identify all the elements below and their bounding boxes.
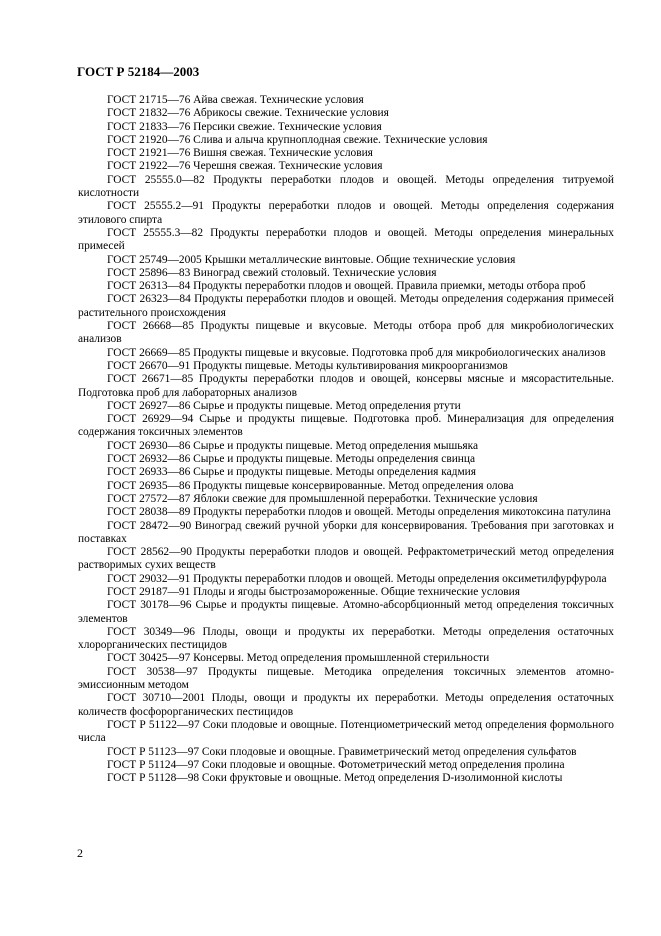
reference-item: ГОСТ 26933—86 Сырье и продукты пищевые. Методы определения кадмия — [107, 466, 477, 479]
reference-item: ГОСТ 25555.0—82 Продукты переработки плодов и овощей. Методы определения титруемой кислотности — [78, 173, 614, 200]
reference-item: ГОСТ 26670—91 Продукты пищевые. Методы культивирования микроорганизмов — [107, 359, 508, 372]
reference-item: ГОСТ 29187—91 Плоды и ягоды быстрозамороженные. Общие технические условия — [107, 585, 520, 598]
reference-item: ГОСТ 21715—76 Айва свежая. Технические условия — [107, 94, 364, 106]
reference-item: ГОСТ 21832—76 Абрикосы свежие. Технические условия — [107, 107, 389, 120]
reference-item: ГОСТ Р 51122—97 Соки плодовые и овощные. Потенциометрический метод определения формольного числа — [78, 718, 614, 745]
reference-item: ГОСТ 26313—84 Продукты переработки плодов и овощей. Правила приемки, методы отбора проб — [107, 280, 586, 293]
reference-item: ГОСТ 26929—94 Сырье и продукты пищевые. Подготовка проб. Минерализация для определения содержания токсичных элементов — [78, 413, 614, 439]
reference-item: ГОСТ 28562—90 Продукты переработки плодов и овощей. Рефрактометрический метод определения растворимых сухих веществ — [78, 546, 614, 572]
reference-item: ГОСТ 25555.3—82 Продукты переработки плодов и овощей. Методы определения минеральных примесей — [78, 226, 614, 253]
document-header-code: ГОСТ Р 52184—2003 — [77, 64, 200, 79]
reference-item: ГОСТ 26927—86 Сырье и продукты пищевые. Метод определения ртути — [107, 399, 461, 412]
reference-item: ГОСТ 21922—76 Черешня свежая. Технические условия — [107, 160, 383, 173]
reference-item: ГОСТ 26932—86 Сырье и продукты пищевые. Методы определения свинца — [107, 453, 476, 466]
reference-item: ГОСТ 30425—97 Консервы. Метод определения промышленной стерильности — [107, 652, 490, 665]
reference-item: ГОСТ 21921—76 Вишня свежая. Технические условия — [107, 147, 373, 160]
reference-item: ГОСТ 30538—97 Продукты пищевые. Методика определения токсичных элементов атомно-эмиссионным методом — [78, 665, 614, 692]
reference-item: ГОСТ 28472—90 Виноград свежий ручной уборки для консервирования. Требования при заготовках и поставках — [78, 519, 614, 545]
reference-item: ГОСТ 21833—76 Персики свежие. Технические условия — [107, 120, 382, 133]
reference-item: ГОСТ 26669—85 Продукты пищевые и вкусовые. Подготовка проб для микробиологических анализов — [107, 346, 606, 359]
reference-item: ГОСТ 26323—84 Продукты переработки плодов и овощей. Методы определения содержания примесей растительного происхождения — [78, 293, 614, 319]
reference-item: ГОСТ 21920—76 Слива и алыча крупноплодная свежие. Технические условия — [107, 133, 488, 146]
page-number: 2 — [77, 846, 83, 860]
reference-item: ГОСТ 27572—87 Яблоки свежие для промышленной переработки. Технические условия — [107, 492, 538, 505]
reference-item: ГОСТ 30178—96 Сырье и продукты пищевые. Атомно-абсорбционный метод определения токсичных элементов — [78, 599, 614, 625]
normative-references-list — [78, 94, 614, 785]
reference-item: ГОСТ 26935—86 Продукты пищевые консервированные. Метод определения олова — [107, 479, 514, 492]
reference-item: ГОСТ 30349—96 Плоды, овощи и продукты их переработки. Методы определения остаточных хлорорганических пестицидов — [78, 625, 614, 652]
reference-item: ГОСТ 25749—2005 Крышки металлические винтовые. Общие технические условия — [107, 253, 516, 266]
reference-item: ГОСТ 26671—85 Продукты переработки плодов и овощей, консервы мясные и мясорастительные. Подготовка проб для лабораторных анализов — [78, 373, 614, 399]
reference-item: ГОСТ 29032—91 Продукты переработки плодов и овощей. Методы определения оксиметилфурфурола — [107, 572, 607, 585]
reference-item: ГОСТ 25555.2—91 Продукты переработки плодов и овощей. Методы определения содержания этилового спирта — [78, 200, 614, 226]
reference-item: ГОСТ 30710—2001 Плоды, овощи и продукты их переработки. Методы определения остаточных количеств фосфорорганических пестицидов — [78, 692, 614, 718]
reference-item: ГОСТ Р 51123—97 Соки плодовые и овощные. Гравиметрический метод определения сульфатов — [107, 745, 577, 758]
reference-item: ГОСТ 28038—89 Продукты переработки плодов и овощей. Методы определения микотоксина патулина — [107, 506, 611, 519]
reference-item: ГОСТ 25896—83 Виноград свежий столовый. Технические условия — [107, 266, 437, 279]
reference-item: ГОСТ 26930—86 Сырье и продукты пищевые. Метод определения мышьяка — [107, 439, 479, 452]
reference-item: ГОСТ Р 51124—97 Соки плодовые и овощные. Фотометрический метод определения пролина — [107, 758, 565, 771]
reference-item: ГОСТ 26668—85 Продукты пищевые и вкусовые. Методы отбора проб для микробиологических анализов — [78, 320, 614, 346]
reference-item: ГОСТ Р 51128—98 Соки фруктовые и овощные. Метод определения D-изолимонной кислоты — [107, 772, 563, 785]
